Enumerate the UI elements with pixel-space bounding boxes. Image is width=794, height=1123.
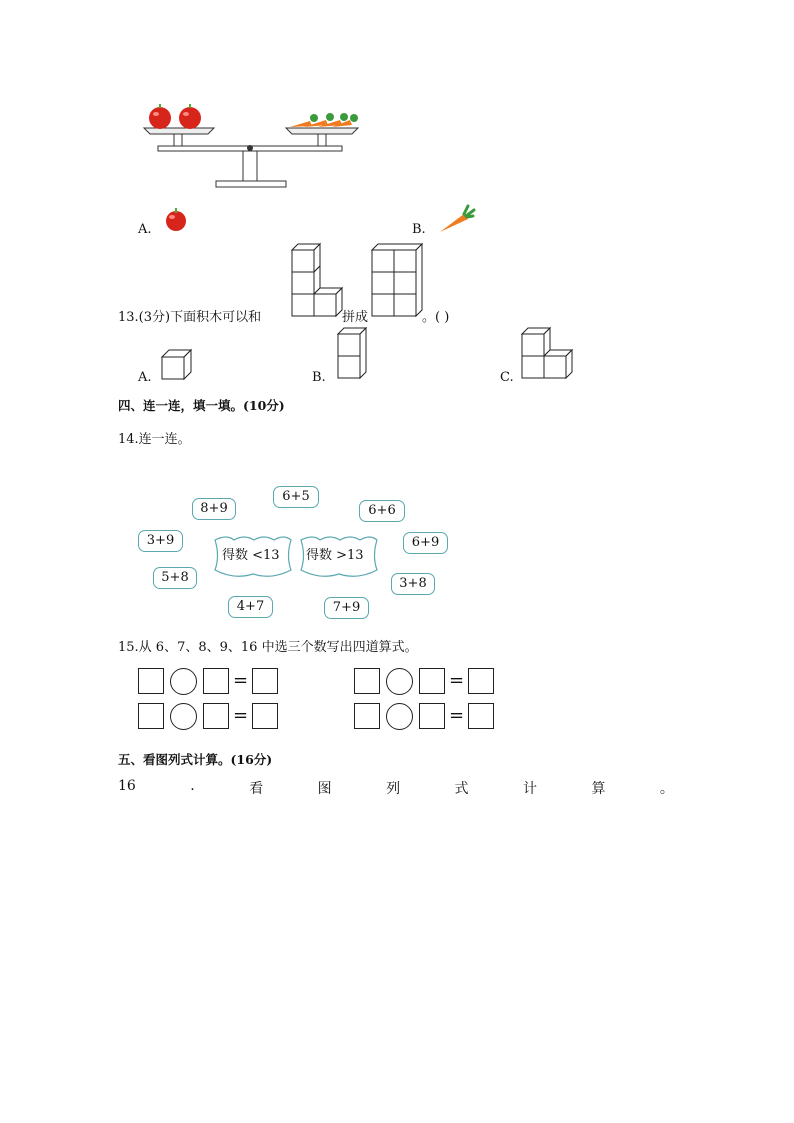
expression-card[interactable]: 3+9 bbox=[138, 530, 183, 552]
section-5-heading: 五、看图列式计算。(16分) bbox=[118, 752, 273, 767]
block-option-a bbox=[160, 348, 196, 382]
answer-box[interactable] bbox=[419, 668, 445, 694]
answer-box[interactable] bbox=[252, 668, 278, 694]
q16-title-char: 。 bbox=[659, 781, 674, 797]
q16-title-char: 计 bbox=[523, 781, 537, 797]
block-shape-target bbox=[370, 242, 424, 322]
cloud-left-label: 得数 <13 bbox=[222, 548, 280, 563]
expression-card[interactable]: 7+9 bbox=[324, 597, 369, 619]
expression-card[interactable]: 8+9 bbox=[192, 498, 236, 520]
answer-box[interactable] bbox=[354, 703, 380, 729]
answer-box[interactable] bbox=[468, 703, 494, 729]
q16-title-char: . bbox=[190, 778, 195, 794]
q13-option-b-label: B. bbox=[312, 370, 326, 385]
answer-box[interactable] bbox=[138, 703, 164, 729]
operator-circle[interactable] bbox=[386, 703, 413, 730]
block-option-b bbox=[336, 326, 368, 382]
cloud-right-label: 得数 >13 bbox=[306, 548, 364, 563]
expression-card[interactable]: 5+8 bbox=[153, 567, 197, 589]
section-4-heading: 四、连一连，填一填。(10分) bbox=[118, 398, 285, 413]
answer-box[interactable] bbox=[468, 668, 494, 694]
answer-box[interactable] bbox=[419, 703, 445, 729]
q13-option-c-label: C. bbox=[500, 370, 514, 385]
q16-title-char: 看 bbox=[249, 781, 264, 797]
block-shape-given bbox=[290, 242, 346, 322]
q14-title: 14.连一连。 bbox=[118, 432, 191, 447]
q16-title-char: 式 bbox=[454, 781, 469, 797]
q16-title-char: 图 bbox=[317, 781, 332, 797]
q16-title-char: 算 bbox=[591, 781, 606, 797]
equals-sign: = bbox=[449, 705, 465, 726]
q16-title-char: 列 bbox=[386, 781, 401, 797]
equals-sign: = bbox=[233, 705, 249, 726]
q15-title: 15.从 6、7、8、9、16 中选三个数写出四道算式。 bbox=[118, 640, 418, 655]
q12-option-a-label: A. bbox=[138, 222, 152, 237]
q13-middle: 拼成 bbox=[342, 310, 369, 325]
operator-circle[interactable] bbox=[170, 668, 197, 695]
q13-suffix: 。( ) bbox=[422, 310, 450, 325]
answer-box[interactable] bbox=[203, 703, 229, 729]
answer-box[interactable] bbox=[138, 668, 164, 694]
answer-box[interactable] bbox=[203, 668, 229, 694]
balance-scale-image bbox=[138, 100, 368, 195]
expression-card[interactable]: 3+8 bbox=[391, 573, 435, 595]
operator-circle[interactable] bbox=[170, 703, 197, 730]
expression-card[interactable]: 6+9 bbox=[403, 532, 448, 554]
q16-title-char: 16 bbox=[118, 778, 136, 794]
answer-box[interactable] bbox=[252, 703, 278, 729]
apple-icon bbox=[163, 206, 189, 232]
block-option-c bbox=[520, 326, 578, 382]
equals-sign: = bbox=[233, 670, 249, 691]
expression-card[interactable]: 6+5 bbox=[273, 486, 319, 508]
answer-box[interactable] bbox=[354, 668, 380, 694]
operator-circle[interactable] bbox=[386, 668, 413, 695]
carrot-icon bbox=[438, 204, 476, 234]
expression-card[interactable]: 4+7 bbox=[228, 596, 273, 618]
q13-option-a-label: A. bbox=[138, 370, 152, 385]
q13-prefix: 13.(3分)下面积木可以和 bbox=[118, 310, 262, 325]
q16-title bbox=[118, 778, 674, 798]
equals-sign: = bbox=[449, 670, 465, 691]
expression-card[interactable]: 6+6 bbox=[359, 500, 405, 522]
q12-option-b-label: B. bbox=[412, 222, 426, 237]
